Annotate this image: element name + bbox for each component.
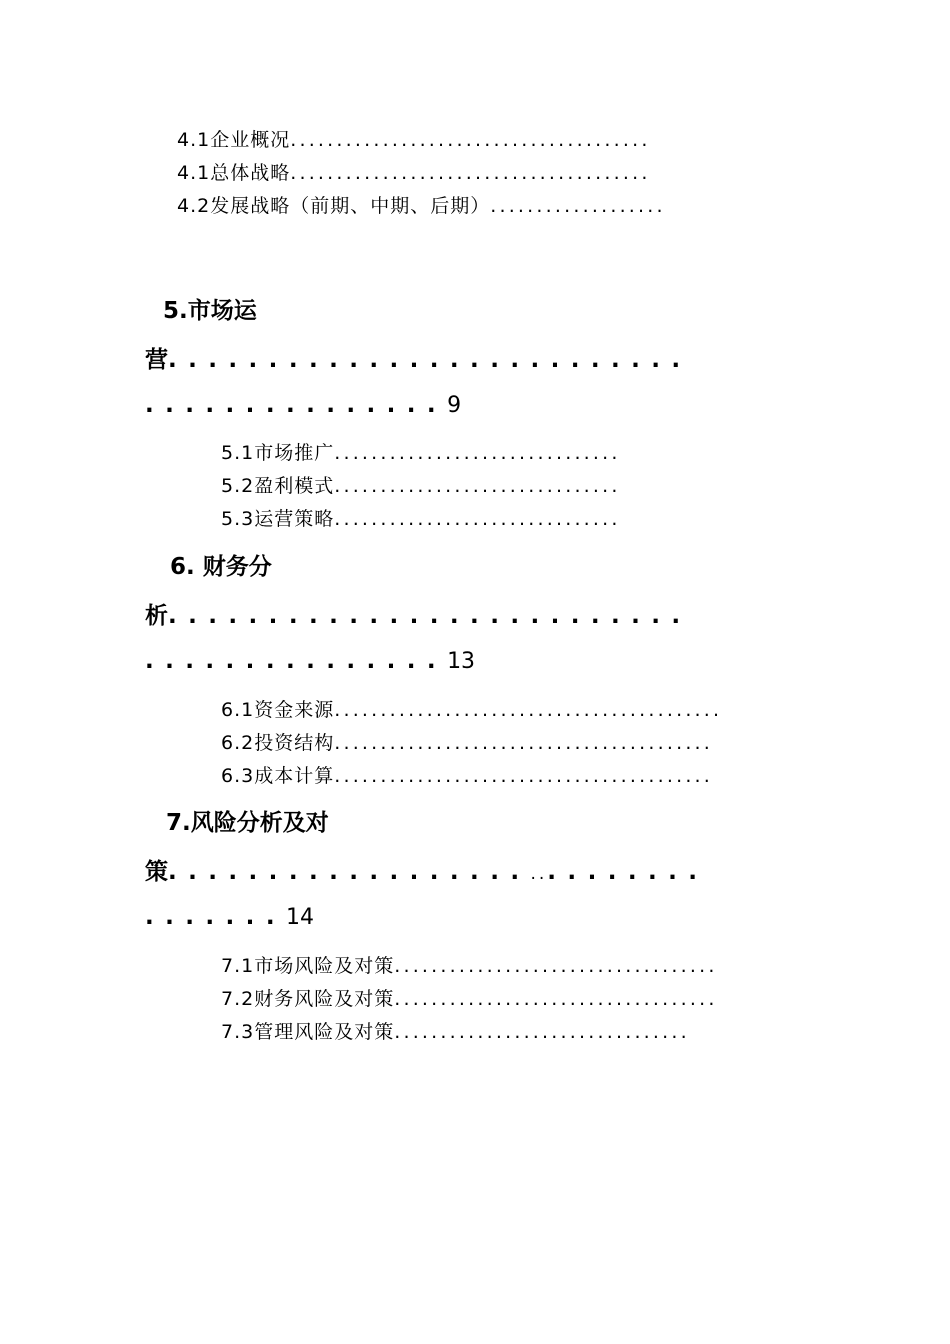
toc-heading-7-continuation[interactable] xyxy=(145,853,708,886)
toc-item-label: 6.1资金来源 xyxy=(221,699,335,721)
toc-item-4-1b[interactable] xyxy=(177,158,651,185)
toc-leader-dots: ....... xyxy=(145,904,286,930)
toc-item-label: 6.2投资结构 xyxy=(221,732,335,754)
toc-leader-dots-small: .. xyxy=(530,864,548,884)
toc-leader-dots: .......................... xyxy=(168,603,692,629)
toc-item-4-2[interactable] xyxy=(177,191,666,218)
toc-page-number: 13 xyxy=(447,649,476,674)
toc-item-5-3[interactable] xyxy=(221,504,621,531)
toc-leader-dots: ............................... xyxy=(334,508,621,530)
toc-item-label: 7.3管理风险及对策 xyxy=(221,1021,395,1043)
toc-item-6-3[interactable] xyxy=(221,761,713,788)
toc-page-number: 9 xyxy=(447,393,462,418)
toc-heading-6[interactable]: 6. 财务分 xyxy=(170,554,272,580)
toc-item-6-1[interactable] xyxy=(221,695,722,722)
toc-heading-6-continuation[interactable] xyxy=(145,597,692,630)
toc-item-5-1[interactable] xyxy=(221,438,621,465)
toc-heading-7-page-line[interactable] xyxy=(145,904,314,930)
toc-item-label: 5.1市场推广 xyxy=(221,442,335,464)
toc-leader-dots: ............................... xyxy=(334,475,621,497)
toc-item-5-2[interactable] xyxy=(221,471,621,498)
toc-leader-dots: ......................................... xyxy=(334,732,714,754)
toc-heading-end: 策 xyxy=(145,859,168,885)
toc-leader-dots: ............... xyxy=(145,392,448,418)
toc-heading-5-continuation[interactable] xyxy=(145,341,692,374)
toc-item-7-2[interactable] xyxy=(221,984,718,1011)
toc-leader-dots: .......................... xyxy=(168,347,692,373)
toc-heading-6-page-line[interactable] xyxy=(145,648,475,674)
toc-item-label: 6.3成本计算 xyxy=(221,765,335,787)
toc-leader-dots: ....................................... xyxy=(290,129,651,151)
toc-leader-dots: ......................................... xyxy=(334,765,714,787)
toc-leader-dots: .................. xyxy=(168,859,531,885)
toc-leader-dots: .......................................... xyxy=(334,699,723,721)
toc-leader-dots: ................................ xyxy=(394,1021,690,1043)
toc-item-label: 5.2盈利模式 xyxy=(221,475,335,497)
toc-item-label: 4.2发展战略（前期、中期、后期） xyxy=(177,195,491,217)
toc-item-4-1a[interactable] xyxy=(177,125,651,152)
toc-leader-dots: ............... xyxy=(145,648,448,674)
toc-leader-dots: ................................... xyxy=(394,955,718,977)
toc-leader-dots: ............................... xyxy=(334,442,621,464)
toc-heading-5[interactable]: 5.市场运 xyxy=(163,298,257,324)
toc-item-7-1[interactable] xyxy=(221,951,718,978)
toc-item-label: 5.3运营策略 xyxy=(221,508,335,530)
toc-heading-end: 析 xyxy=(145,603,168,629)
toc-item-label: 4.1企业概况 xyxy=(177,129,291,151)
toc-item-label: 4.1总体战略 xyxy=(177,162,291,184)
toc-item-label: 7.2财务风险及对策 xyxy=(221,988,395,1010)
toc-item-label: 7.1市场风险及对策 xyxy=(221,955,395,977)
toc-heading-7[interactable]: 7.风险分析及对 xyxy=(166,810,329,836)
toc-item-7-3[interactable] xyxy=(221,1017,690,1044)
toc-leader-dots: ................... xyxy=(490,195,666,217)
toc-heading-end: 营 xyxy=(145,347,168,373)
toc-heading-5-page-line[interactable] xyxy=(145,392,461,418)
toc-leader-dots: ........ xyxy=(547,859,709,885)
toc-page-number: 14 xyxy=(285,905,314,930)
toc-item-6-2[interactable] xyxy=(221,728,713,755)
toc-leader-dots: ................................... xyxy=(394,988,718,1010)
toc-leader-dots: ....................................... xyxy=(290,162,651,184)
